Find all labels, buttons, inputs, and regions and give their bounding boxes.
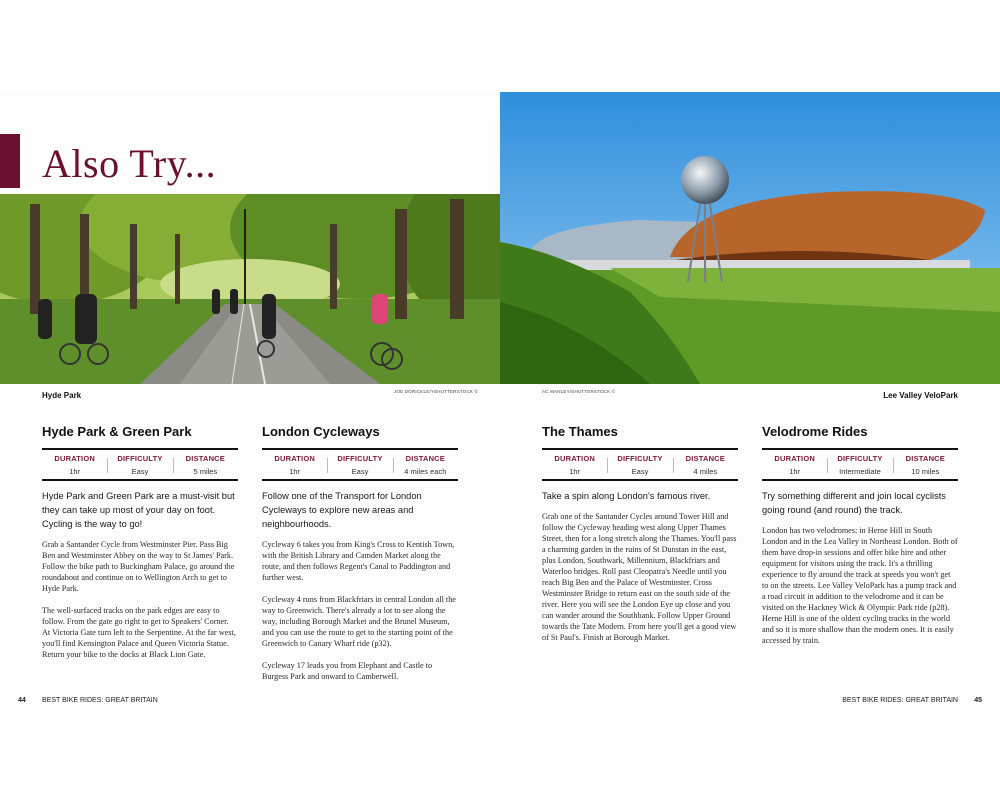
ride-title: Velodrome Rides <box>762 424 868 439</box>
duration-value: 1hr <box>289 466 301 476</box>
velopark-photo <box>500 92 1000 384</box>
ride-the-thames <box>542 424 738 654</box>
difficulty-cell <box>107 450 172 479</box>
duration-label: DURATION <box>274 453 315 463</box>
page-heading: Also Try... <box>42 141 217 186</box>
distance-label: DISTANCE <box>685 453 726 463</box>
left-page-number: 44 <box>18 697 26 704</box>
difficulty-label: DIFFICULTY <box>117 453 163 463</box>
distance-label: DISTANCE <box>405 453 446 463</box>
hyde-park-photo <box>0 194 500 384</box>
distance-cell <box>893 450 958 479</box>
difficulty-cell <box>827 450 892 479</box>
distance-value: 5 miles <box>193 466 218 476</box>
distance-label: DISTANCE <box>185 453 226 463</box>
duration-label: DURATION <box>54 453 95 463</box>
distance-cell <box>173 450 238 479</box>
ride-paragraph: The well-surfaced tracks on the park edges are easy to follow. From the gate go right to get to Speakers' Corner. At Victoria Gate turn left to the Serpentine. At the far west, you'll find Kensington Palace and Queen Victoria Statue. Return your bike to the docks at Black Lion Gate. <box>42 606 236 659</box>
ride-info-box <box>762 448 958 481</box>
velopark-caption: Lee Valley VeloPark <box>883 391 958 400</box>
distance-value: 4 miles <box>693 466 718 476</box>
difficulty-value: Intermediate <box>839 466 881 476</box>
duration-cell <box>762 450 827 479</box>
duration-cell <box>42 450 107 479</box>
ride-title: London Cycleways <box>262 424 380 439</box>
ride-title: Hyde Park & Green Park <box>42 424 192 439</box>
right-page-number: 45 <box>974 697 982 704</box>
distance-cell <box>673 450 738 479</box>
hyde-park-photo-credit: JOE DORICKLE/YSHUTTERSTOCK © <box>394 389 479 394</box>
distance-label: DISTANCE <box>905 453 946 463</box>
ride-info-box <box>542 448 738 481</box>
duration-label: DURATION <box>774 453 815 463</box>
duration-value: 1hr <box>569 466 581 476</box>
difficulty-value: Easy <box>131 466 149 476</box>
duration-value: 1hr <box>69 466 81 476</box>
ride-body <box>42 539 238 660</box>
difficulty-label: DIFFICULTY <box>837 453 883 463</box>
difficulty-value: Easy <box>351 466 369 476</box>
duration-value: 1hr <box>789 466 801 476</box>
ride-body <box>762 525 958 646</box>
ride-london-cycleways <box>262 424 458 693</box>
difficulty-label: DIFFICULTY <box>617 453 663 463</box>
distance-value: 10 miles <box>911 466 940 476</box>
ride-paragraph: Cycleway 6 takes you from King's Cross to Kentish Town, with the British Library and Camden Market along the route, and then follows Regent's Canal to Paddington and further west. <box>262 540 455 582</box>
velopark-photo-credit: AC MANLEY/SHUTTERSTOCK © <box>542 389 616 394</box>
ride-paragraph: Grab a Santander Cycle from Westminster Pier. Pass Big Ben and Westminster Abbey on the way to St James' Park. Follow the bike path to Buckingham Palace, go around the roundabout and continue on to Wellington Arch to get to Hyde Park. <box>42 540 235 593</box>
ride-hyde-park <box>42 424 238 671</box>
right-running-footer: BEST BIKE RIDES: GREAT BRITAIN <box>842 697 958 704</box>
ride-body <box>542 511 738 643</box>
ride-intro: Try something different and join local cyclists going round (and round) the track. <box>762 491 946 515</box>
left-running-footer: BEST BIKE RIDES: GREAT BRITAIN <box>42 697 158 704</box>
ride-info-box <box>262 448 458 481</box>
ride-intro: Follow one of the Transport for London Cycleways to explore new areas and neighbourhoods. <box>262 491 422 529</box>
difficulty-cell <box>607 450 672 479</box>
ride-paragraph: Cycleway 4 runs from Blackfriars in central London all the way to Greenwich. There's already a lot to see along the way, including Borough Market and the Brunel Museum, and you can use the route to get to the starting point of the Greenwich to Canary Wharf ride (p32). <box>262 595 456 648</box>
ride-info-box <box>42 448 238 481</box>
ride-intro: Take a spin along London's famous river. <box>542 491 711 501</box>
ride-intro: Hyde Park and Green Park are a must-visit but they can take up most of your day on foot. Cycling is the way to go! <box>42 491 235 529</box>
difficulty-value: Easy <box>631 466 649 476</box>
hyde-park-caption: Hyde Park <box>42 391 82 400</box>
ride-body <box>262 539 458 682</box>
ride-paragraph: London has two velodromes: in Herne Hill in South London and in the Lea Valley in Northeast London. Both of them have drop-in sessions and offer bike hire and other equipment for visitors using the track. It's a thrilling experience to fly around the track at speeds you won't get to on the streets. Lee Valley VeloPark has a pump track and a road circuit in addition to the velodrome and it can be visited on the Hackney Wick & Olympic Park ride (p28). Herne Hill is one of the oldest cycling tracks in the world and so it is more shallow than the modern ones. It is easily accessed by train. <box>762 526 958 645</box>
ride-velodrome <box>762 424 958 657</box>
distance-value: 4 miles each <box>404 466 447 476</box>
ride-paragraph: Grab one of the Santander Cycles around Tower Hill and follow the Cycleway heading west along Upper Thames Street, then for a long stretch along the Thames. You'll pass a charming garden in the ruins of St Dunstan in the east, plus London, Southwark, Millennium, Blackfriars and Waterloo bridges. Roll past Cleopatra's Needle until you reach Big Ben and the Palace of Westminster. Cross Westminster Bridge to return east on the south side of the river. Here you will see the London Eye up close and you can wander around the Southbank. Follow Upper Ground towards the Tate Modern. From here you'll get a good view of St Paul's. Finish at Borough Market. <box>542 512 737 642</box>
duration-label: DURATION <box>554 453 595 463</box>
duration-cell <box>542 450 607 479</box>
difficulty-label: DIFFICULTY <box>337 453 383 463</box>
duration-cell <box>262 450 327 479</box>
difficulty-cell <box>327 450 392 479</box>
distance-cell <box>393 450 458 479</box>
title-accent-bar <box>0 134 20 188</box>
ride-title: The Thames <box>542 424 618 439</box>
ride-paragraph: Cycleway 17 leads you from Elephant and Castle to Burgess Park and onward to Camberwell. <box>262 661 433 681</box>
